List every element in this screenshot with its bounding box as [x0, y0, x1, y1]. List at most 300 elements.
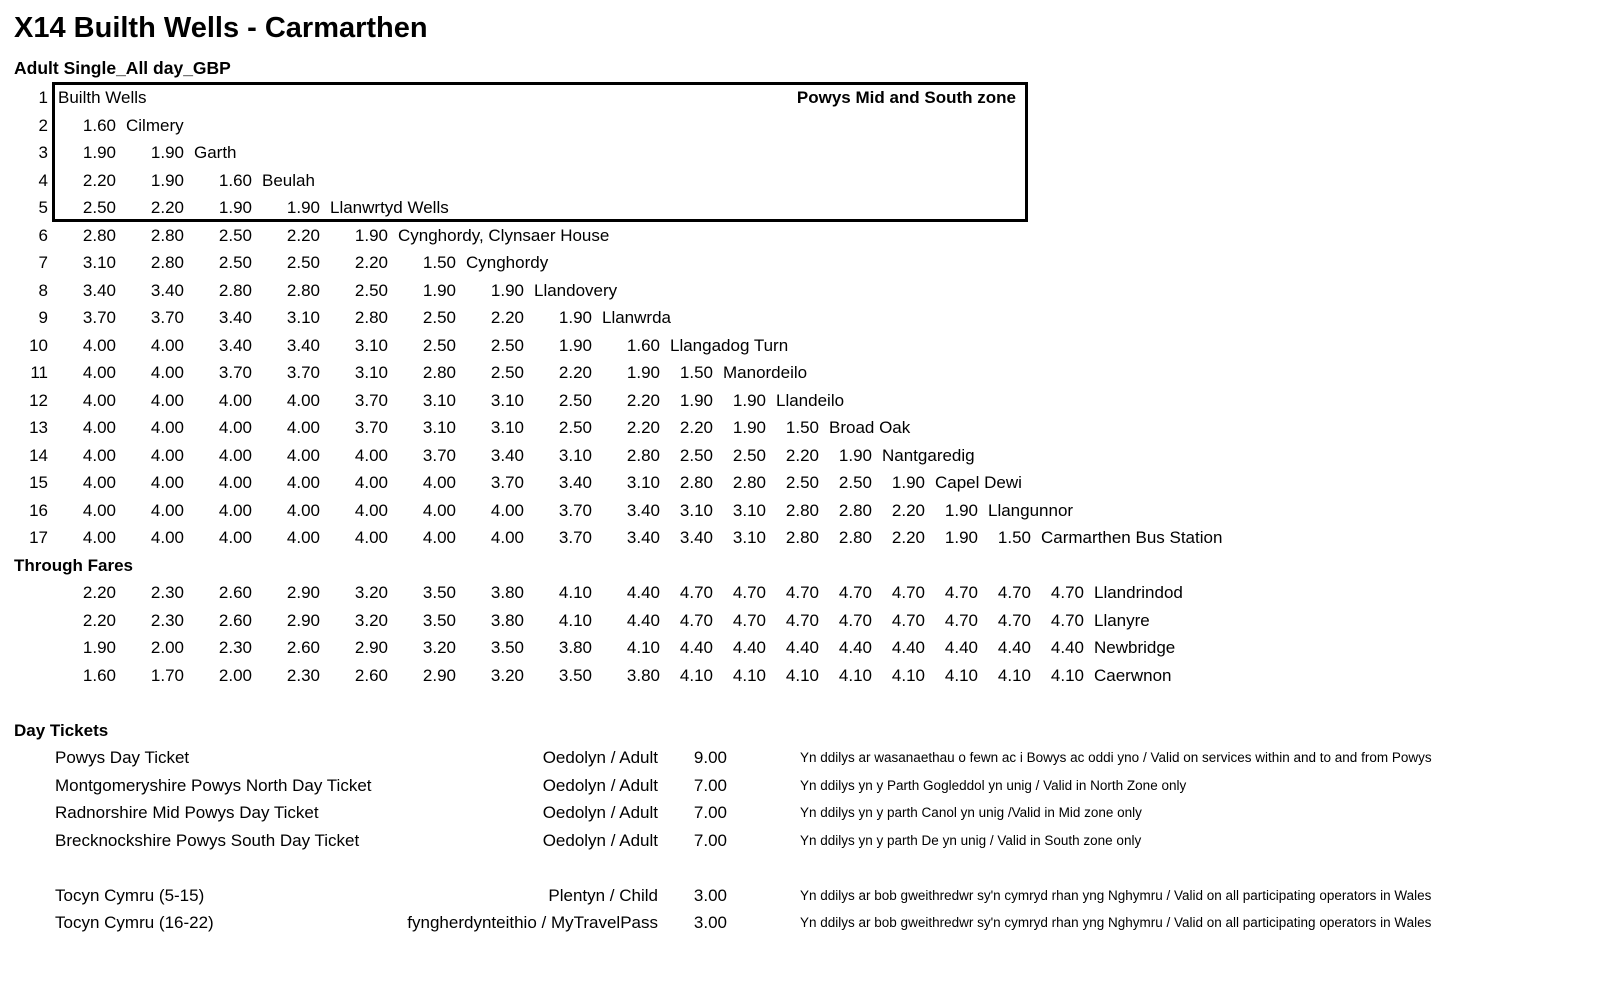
- fare-cell: 2.80: [838, 528, 872, 547]
- fare-cell: 3.50: [490, 638, 524, 657]
- ticket-price: 7.00: [693, 775, 727, 795]
- fare-cell: 2.20: [785, 445, 819, 465]
- fare-cell: 4.70: [891, 610, 925, 630]
- row-number: 15: [29, 473, 48, 492]
- fare-cell: 1.90: [558, 308, 592, 327]
- fare-cell: 2.50: [490, 363, 524, 382]
- fare-cell: 2.30: [218, 638, 252, 657]
- station-name: Llanwrtyd Wells: [330, 198, 449, 217]
- fare-cell: 1.90: [891, 473, 925, 492]
- fare-cell: 3.50: [422, 583, 456, 602]
- fare-cell: 3.10: [490, 390, 524, 410]
- fare-cell: 4.00: [286, 418, 320, 437]
- fare-cell: 3.10: [286, 308, 320, 327]
- row-number: 1: [38, 88, 48, 107]
- fare-cell: 4.00: [150, 418, 184, 437]
- passenger-type: Oedolyn / Adult: [542, 775, 658, 795]
- passenger-type: Oedolyn / Adult: [542, 748, 658, 767]
- fare-cell: 2.90: [354, 638, 388, 657]
- fare-cell: 3.40: [626, 528, 660, 547]
- fare-cell: 4.70: [891, 583, 925, 602]
- fare-cell: 3.20: [354, 583, 388, 602]
- fare-cell: 3.20: [422, 638, 456, 657]
- fare-cell: 2.50: [218, 253, 252, 272]
- day-ticket-row: [0, 827, 1600, 855]
- fare-cell: 1.90: [286, 198, 320, 217]
- fare-cell: 3.80: [490, 583, 524, 602]
- station-name: Llangadog Turn: [670, 335, 789, 355]
- fare-cell: 4.70: [785, 583, 819, 602]
- through-fare-row: [0, 634, 1600, 662]
- fare-cell: 1.90: [838, 445, 872, 465]
- fare-cell: 4.00: [354, 445, 388, 465]
- fare-cell: 2.50: [558, 418, 592, 437]
- fare-cell: 4.10: [891, 665, 925, 685]
- fare-cell: 2.20: [679, 418, 713, 437]
- passenger-type: fyngherdynteithio / MyTravelPass: [407, 913, 658, 932]
- fare-cell: 4.10: [1050, 665, 1084, 685]
- fare-cell: 3.40: [218, 308, 252, 327]
- fare-cell: 4.40: [838, 638, 872, 657]
- fare-cell: 2.80: [150, 253, 184, 272]
- fare-cell: 4.10: [997, 665, 1031, 685]
- through-fare-row: [0, 579, 1600, 607]
- fare-cell: 2.50: [732, 445, 766, 465]
- fare-cell: 4.00: [150, 335, 184, 355]
- fare-matrix-row: [0, 194, 1600, 222]
- station-name: Carmarthen Bus Station: [1041, 528, 1223, 547]
- row-number-spacer: [0, 579, 48, 607]
- fare-matrix-row: [0, 167, 1600, 195]
- fare-cell: 2.50: [354, 280, 388, 300]
- fare-cell: 2.60: [286, 638, 320, 657]
- day-tickets-heading: Day Tickets: [14, 720, 109, 740]
- fare-cell: 3.70: [218, 363, 252, 382]
- fare-cell: 4.10: [626, 638, 660, 657]
- fare-cell: 2.00: [218, 665, 252, 685]
- ticket-name: Tocyn Cymru (5-15): [55, 885, 205, 905]
- fare-cell: 2.80: [785, 500, 819, 520]
- row-number-spacer: [0, 634, 48, 662]
- fare-cell: 2.20: [891, 528, 925, 547]
- fare-cell: 1.90: [679, 390, 713, 410]
- fare-cell: 2.90: [286, 583, 320, 602]
- fare-cell: 2.80: [422, 363, 456, 382]
- fare-cell: 2.50: [838, 473, 872, 492]
- row-number: 12: [29, 390, 48, 410]
- station-name: Caerwnon: [1094, 665, 1172, 685]
- day-ticket-row: [0, 799, 1600, 827]
- fare-cell: 1.90: [150, 143, 184, 162]
- fare-content: [0, 84, 1600, 937]
- fare-cell: 3.40: [150, 280, 184, 300]
- fare-cell: 4.00: [82, 363, 116, 382]
- fare-cell: 1.50: [997, 528, 1031, 547]
- fare-cell: 3.50: [422, 610, 456, 630]
- fare-cell: 3.40: [82, 280, 116, 300]
- station-name: Garth: [194, 143, 237, 162]
- fare-cell: 3.40: [626, 500, 660, 520]
- fare-cell: 2.30: [286, 665, 320, 685]
- day-ticket-row: [0, 772, 1600, 800]
- fare-cell: 4.10: [558, 583, 592, 602]
- row-number: 7: [38, 253, 48, 272]
- fare-cell: 4.70: [997, 610, 1031, 630]
- travel-pass-row: [0, 882, 1600, 910]
- row-number: 3: [38, 143, 48, 162]
- fare-cell: 2.20: [82, 610, 116, 630]
- fare-cell: 4.00: [82, 445, 116, 465]
- passenger-type: Oedolyn / Adult: [542, 803, 658, 822]
- fare-cell: 4.70: [997, 583, 1031, 602]
- fare-cell: 1.90: [218, 198, 252, 217]
- row-number: 13: [29, 418, 48, 437]
- fare-cell: 3.70: [490, 473, 524, 492]
- fare-cell: 1.60: [82, 665, 116, 685]
- fare-cell: 4.70: [732, 583, 766, 602]
- fare-cell: 4.00: [150, 500, 184, 520]
- fare-cell: 3.20: [354, 610, 388, 630]
- ticket-price: 3.00: [693, 885, 727, 905]
- fare-cell: 3.10: [82, 253, 116, 272]
- through-fares-heading: Through Fares: [14, 555, 134, 575]
- fare-cell: 2.60: [354, 665, 388, 685]
- row-number: 17: [29, 528, 48, 547]
- fare-cell: 3.10: [679, 500, 713, 520]
- fare-cell: 3.40: [679, 528, 713, 547]
- station-name: Manordeilo: [723, 363, 808, 382]
- fare-cell: 4.40: [785, 638, 819, 657]
- fare-cell: 4.70: [944, 610, 978, 630]
- fare-cell: 3.80: [558, 638, 592, 657]
- fare-cell: 2.30: [150, 583, 184, 602]
- fare-cell: 4.40: [626, 583, 660, 602]
- validity-note: Yn ddilys ar bob gweithredwr sy'n cymryd rhan yng Nghymru / Valid on all participating operators in Wales: [800, 915, 1432, 930]
- fare-cell: 4.40: [1050, 638, 1084, 657]
- through-fares-table: [0, 579, 1600, 689]
- row-number-spacer: [0, 607, 48, 635]
- fare-cell: 2.20: [626, 390, 660, 410]
- station-name: Cynghordy: [466, 253, 549, 272]
- fare-cell: 4.00: [354, 500, 388, 520]
- fare-cell: 3.70: [82, 308, 116, 327]
- fare-matrix-row: [0, 222, 1600, 250]
- fare-cell: 3.40: [558, 473, 592, 492]
- fare-cell: 1.90: [82, 143, 116, 162]
- fare-matrix-row: [0, 524, 1600, 552]
- station-name: Llandeilo: [776, 390, 845, 410]
- fare-cell: 4.00: [286, 445, 320, 465]
- ticket-price: 3.00: [693, 913, 727, 932]
- station-name: Beulah: [262, 170, 315, 190]
- station-name: Builth Wells: [58, 88, 147, 107]
- fare-matrix-row: [0, 304, 1600, 332]
- fare-cell: 3.70: [354, 418, 388, 437]
- fare-cell: 1.60: [82, 115, 116, 135]
- row-number: 10: [29, 335, 48, 355]
- fare-cell: 4.00: [150, 473, 184, 492]
- station-name: Llandovery: [534, 280, 618, 300]
- fare-cell: 3.40: [218, 335, 252, 355]
- fare-cell: 3.10: [422, 390, 456, 410]
- fare-cell: 4.00: [286, 390, 320, 410]
- fare-cell: 2.20: [150, 198, 184, 217]
- fare-cell: 3.70: [286, 363, 320, 382]
- fare-cell: 2.90: [286, 610, 320, 630]
- station-name: Llanyre: [1094, 610, 1150, 630]
- station-name: Capel Dewi: [935, 473, 1022, 492]
- ticket-name: Tocyn Cymru (16-22): [55, 913, 214, 932]
- fare-matrix-row: [0, 387, 1600, 415]
- fare-cell: 1.50: [679, 363, 713, 382]
- fare-cell: 2.50: [422, 308, 456, 327]
- row-number: 5: [38, 198, 48, 217]
- fare-cell: 1.90: [558, 335, 592, 355]
- fare-cell: 4.40: [997, 638, 1031, 657]
- fare-cell: 3.70: [422, 445, 456, 465]
- fare-cell: 1.90: [944, 528, 978, 547]
- fare-cell: 3.10: [422, 418, 456, 437]
- fare-cell: 4.00: [286, 500, 320, 520]
- fare-cell: 4.10: [785, 665, 819, 685]
- fare-cell: 4.00: [82, 335, 116, 355]
- station-name: Llanwrda: [602, 308, 671, 327]
- ticket-name: Montgomeryshire Powys North Day Ticket: [55, 775, 372, 795]
- fare-cell: 4.10: [838, 665, 872, 685]
- fare-matrix-row: [0, 497, 1600, 525]
- fare-cell: 4.70: [679, 610, 713, 630]
- fare-cell: 1.90: [150, 170, 184, 190]
- fare-cell: 4.00: [354, 473, 388, 492]
- fare-cell: 4.00: [218, 418, 252, 437]
- fare-cell: 4.00: [82, 500, 116, 520]
- fare-cell: 2.00: [150, 638, 184, 657]
- fare-cell: 3.40: [286, 335, 320, 355]
- fare-cell: 4.00: [422, 500, 456, 520]
- station-name: Newbridge: [1094, 638, 1176, 657]
- fare-cell: 2.60: [218, 583, 252, 602]
- fare-cell: 4.00: [82, 390, 116, 410]
- fare-cell: 4.70: [838, 583, 872, 602]
- row-number: 4: [38, 170, 48, 190]
- fare-cell: 2.50: [490, 335, 524, 355]
- row-number: 9: [38, 308, 48, 327]
- fare-matrix-row: [0, 332, 1600, 360]
- fare-cell: 4.70: [944, 583, 978, 602]
- fare-cell: 2.30: [150, 610, 184, 630]
- fare-matrix-row: [0, 414, 1600, 442]
- validity-note: Yn ddilys ar wasanaethau o fewn ac i Bowys ac oddi yno / Valid on services within and to and from Powys: [800, 750, 1432, 765]
- fare-cell: 4.40: [732, 638, 766, 657]
- ticket-name: Brecknockshire Powys South Day Ticket: [55, 830, 360, 850]
- row-number: 8: [38, 280, 48, 300]
- fare-cell: 4.00: [150, 528, 184, 547]
- fare-cell: 2.20: [490, 308, 524, 327]
- page-title: X14 Builth Wells - Carmarthen: [14, 12, 428, 44]
- fare-cell: 2.20: [891, 500, 925, 520]
- fare-cell: 2.80: [82, 225, 116, 245]
- fare-cell: 4.00: [218, 528, 252, 547]
- fare-cell: 2.50: [679, 445, 713, 465]
- fare-cell: 3.70: [558, 500, 592, 520]
- travel-passes-table: [0, 882, 1600, 937]
- fare-cell: 4.00: [150, 445, 184, 465]
- ticket-name: Powys Day Ticket: [55, 748, 190, 767]
- fare-cell: 2.80: [785, 528, 819, 547]
- fare-cell: 3.20: [490, 665, 524, 685]
- fare-cell: 1.90: [490, 280, 524, 300]
- fare-cell: 2.80: [626, 445, 660, 465]
- fare-cell: 2.60: [218, 610, 252, 630]
- fare-cell: 2.20: [354, 253, 388, 272]
- fare-cell: 4.70: [785, 610, 819, 630]
- fare-cell: 2.80: [218, 280, 252, 300]
- fare-cell: 4.00: [286, 473, 320, 492]
- row-number: 6: [38, 225, 48, 245]
- travel-pass-row: [0, 909, 1600, 937]
- fare-cell: 4.00: [354, 528, 388, 547]
- fare-cell: 1.90: [626, 363, 660, 382]
- ticket-price: 9.00: [693, 748, 727, 767]
- fare-cell: 1.90: [944, 500, 978, 520]
- fare-cell: 1.50: [785, 418, 819, 437]
- fare-cell: 4.70: [1050, 610, 1084, 630]
- fare-matrix: [0, 84, 1600, 552]
- validity-note: Yn ddilys yn y Parth Gogleddol yn unig / Valid in North Zone only: [800, 777, 1187, 793]
- fare-cell: 4.00: [422, 528, 456, 547]
- fare-cell: 4.10: [944, 665, 978, 685]
- passenger-type: Oedolyn / Adult: [542, 830, 658, 850]
- fare-cell: 1.90: [732, 418, 766, 437]
- row-number-spacer: [0, 662, 48, 690]
- fare-cell: 2.90: [422, 665, 456, 685]
- fare-cell: 1.90: [732, 390, 766, 410]
- fare-cell: 4.40: [679, 638, 713, 657]
- fare-cell: 4.00: [286, 528, 320, 547]
- spacer-row: [0, 689, 1600, 717]
- station-name: Llandrindod: [1094, 583, 1183, 602]
- fare-cell: 2.50: [82, 198, 116, 217]
- zone-label: Powys Mid and South zone: [796, 88, 1016, 107]
- fare-cell: 2.80: [679, 473, 713, 492]
- fare-matrix-row: [0, 139, 1600, 167]
- fare-cell: 2.50: [422, 335, 456, 355]
- station-name: Broad Oak: [829, 418, 911, 437]
- fare-cell: 4.10: [679, 665, 713, 685]
- station-name: Llangunnor: [988, 500, 1074, 520]
- fare-matrix-row: [0, 359, 1600, 387]
- fare-cell: 4.00: [218, 473, 252, 492]
- station-name: Nantgaredig: [882, 445, 975, 465]
- fare-cell: 2.20: [626, 418, 660, 437]
- through-fare-row: [0, 662, 1600, 690]
- fare-cell: 3.70: [558, 528, 592, 547]
- ticket-price: 7.00: [693, 830, 727, 850]
- fare-cell: 2.50: [286, 253, 320, 272]
- fare-cell: 2.20: [558, 363, 592, 382]
- fare-cell: 4.00: [218, 445, 252, 465]
- station-name: Cilmery: [126, 115, 184, 135]
- validity-note: Yn ddilys yn y parth De yn unig / Valid in South zone only: [800, 832, 1142, 848]
- fare-cell: 1.90: [354, 225, 388, 245]
- fare-cell: 4.10: [558, 610, 592, 630]
- fare-cell: 4.00: [218, 390, 252, 410]
- fare-cell: 4.00: [150, 363, 184, 382]
- row-number: 16: [29, 500, 48, 520]
- fare-cell: 3.80: [490, 610, 524, 630]
- row-number: 11: [30, 363, 48, 382]
- fare-matrix-row: [0, 249, 1600, 277]
- fare-matrix-row: [0, 469, 1600, 497]
- fare-cell: 2.80: [838, 500, 872, 520]
- ticket-name: Radnorshire Mid Powys Day Ticket: [55, 803, 319, 822]
- fare-cell: 4.00: [218, 500, 252, 520]
- fare-cell: 4.00: [150, 390, 184, 410]
- fare-cell: 2.50: [218, 225, 252, 245]
- fare-cell: 1.90: [422, 280, 456, 300]
- fare-cell: 3.50: [558, 665, 592, 685]
- fare-cell: 2.80: [150, 225, 184, 245]
- fare-cell: 1.70: [150, 665, 184, 685]
- fare-cell: 2.80: [732, 473, 766, 492]
- fare-cell: 4.40: [626, 610, 660, 630]
- ticket-price: 7.00: [693, 803, 727, 822]
- fare-cell: 2.20: [82, 170, 116, 190]
- fare-cell: 4.70: [732, 610, 766, 630]
- station-name: Cynghordy, Clynsaer House: [398, 225, 610, 245]
- fare-matrix-row: [0, 442, 1600, 470]
- fare-cell: 2.80: [286, 280, 320, 300]
- fare-cell: 4.70: [1050, 583, 1084, 602]
- fare-cell: 3.10: [626, 473, 660, 492]
- day-tickets-table: [0, 744, 1600, 854]
- through-fare-row: [0, 607, 1600, 635]
- fare-cell: 1.50: [422, 253, 456, 272]
- fare-cell: 3.70: [150, 308, 184, 327]
- spacer-row: [0, 854, 1600, 882]
- fare-cell: 4.10: [732, 665, 766, 685]
- fare-product-subtitle: Adult Single_All day_GBP: [14, 58, 231, 78]
- fare-cell: 2.20: [286, 225, 320, 245]
- fare-cell: 3.10: [354, 335, 388, 355]
- fare-cell: 4.00: [82, 418, 116, 437]
- fare-cell: 4.70: [838, 610, 872, 630]
- fare-cell: 3.70: [354, 390, 388, 410]
- row-number: 2: [38, 115, 48, 135]
- validity-note: Yn ddilys ar bob gweithredwr sy'n cymryd rhan yng Nghymru / Valid on all participating operators in Wales: [800, 887, 1432, 903]
- fare-cell: 4.40: [891, 638, 925, 657]
- passenger-type: Plentyn / Child: [548, 885, 658, 905]
- fare-cell: 3.10: [490, 418, 524, 437]
- fare-cell: 4.40: [944, 638, 978, 657]
- fare-cell: 3.10: [732, 528, 766, 547]
- fare-matrix-row: [0, 277, 1600, 305]
- fare-cell: 1.60: [218, 170, 252, 190]
- fare-cell: 1.60: [626, 335, 660, 355]
- fare-cell: 4.00: [490, 528, 524, 547]
- fare-matrix-row: [0, 112, 1600, 140]
- fare-cell: 3.10: [732, 500, 766, 520]
- row-number: 14: [29, 445, 48, 465]
- fare-cell: 2.50: [558, 390, 592, 410]
- fare-cell: 4.00: [490, 500, 524, 520]
- fare-cell: 3.10: [558, 445, 592, 465]
- fare-cell: 4.00: [82, 473, 116, 492]
- fare-cell: 1.90: [82, 638, 116, 657]
- fare-cell: 2.80: [354, 308, 388, 327]
- fare-cell: 2.20: [82, 583, 116, 602]
- fare-cell: 3.10: [354, 363, 388, 382]
